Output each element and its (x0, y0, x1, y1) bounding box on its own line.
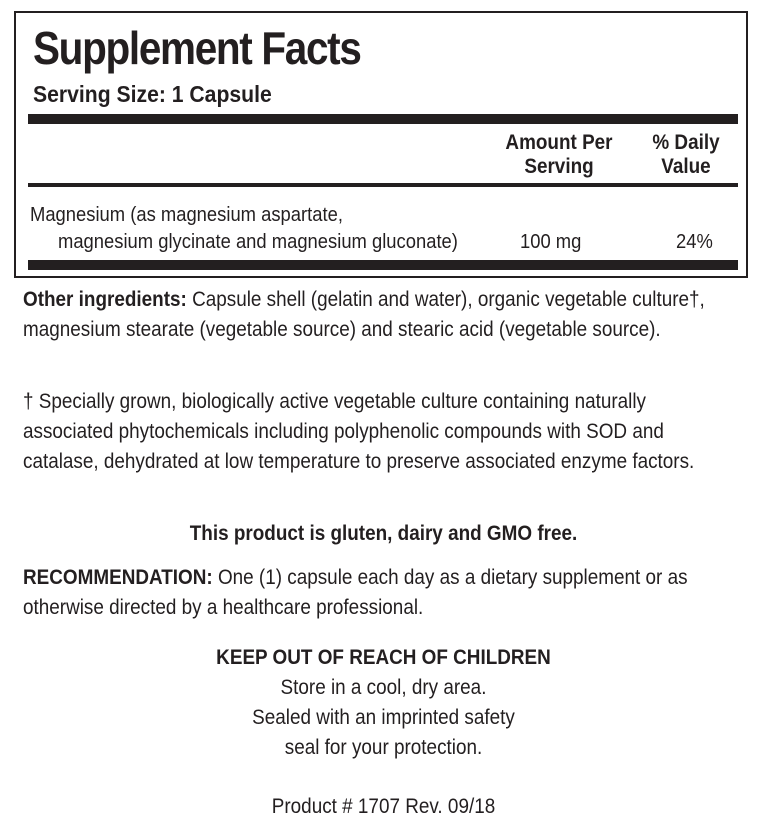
facts-title: Supplement Facts (33, 22, 361, 74)
recommendation (23, 563, 734, 623)
other-ingredients (23, 285, 734, 345)
nutrient-name-line1: Magnesium (as magnesium aspartate, (30, 204, 343, 226)
warning-heading: KEEP OUT OF REACH OF CHILDREN (216, 646, 551, 669)
recommendation-text: One (1) capsule each day as a dietary supplement or as otherwise directed by a healthcare professional. (23, 566, 688, 619)
column-header-dv-line1: % Daily (652, 131, 720, 154)
nutrient-amount: 100 mg (520, 231, 582, 253)
column-header-daily-value (643, 131, 729, 179)
recommendation-label: RECOMMENDATION: (23, 566, 213, 589)
divider-thick-top (28, 114, 738, 124)
supplement-facts-panel (14, 11, 748, 278)
serving-size: Serving Size: 1 Capsule (33, 81, 272, 107)
column-header-amount-line1: Amount Per (505, 131, 613, 154)
divider-thick-bottom (28, 260, 738, 270)
nutrient-name-line2: magnesium glycinate and magnesium gluconate) (58, 231, 458, 253)
footnote: † Specially grown, biologically active vegetable culture containing naturally associated phytochemicals including polyphenolic compounds with SOD and catalase, dehydrated at low temperature to preserve associated enzyme factors. (23, 390, 695, 473)
free-from-statement: This product is gluten, dairy and GMO free. (189, 522, 578, 545)
other-ingredients-label: Other ingredients: (23, 288, 187, 311)
storage-line2: Sealed with an imprinted safety (252, 706, 515, 729)
storage-line3: seal for your protection. (284, 736, 483, 759)
nutrient-daily-value: 24% (676, 231, 713, 253)
column-header-amount-line2: Serving (524, 155, 594, 178)
other-ingredients-text: Capsule shell (gelatin and water), organic vegetable culture†, magnesium stearate (vegetable source) and stearic acid (vegetable source). (23, 288, 705, 341)
divider-thin (28, 183, 738, 187)
column-header-dv-line2: Value (661, 155, 711, 178)
storage-line1: Store in a cool, dry area. (280, 676, 487, 699)
product-number: Product # 1707 Rev. 09/18 (271, 795, 496, 818)
column-header-amount (493, 131, 624, 179)
